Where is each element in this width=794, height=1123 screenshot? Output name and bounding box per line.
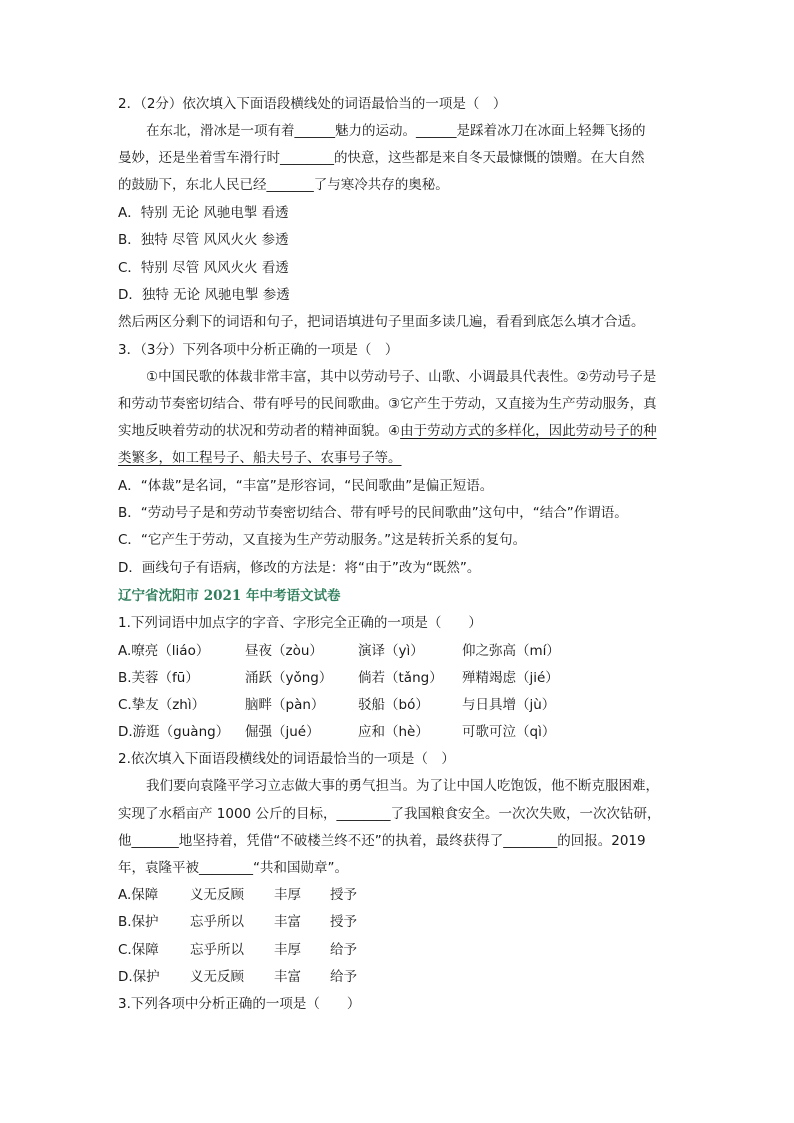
- question-2-option-d: D．独特 无论 风驰电掣 参透: [118, 287, 290, 303]
- question-2-tip: 然后两区分剩下的词语和句子，把词语填进句子里面多读几遍，看看到底怎么填才合适。: [118, 314, 645, 330]
- q2b-option-c-word-3: 丰厚: [274, 942, 301, 958]
- question-2-passage-line-2: 曼妙，还是坐着雪车滑行时________的快意，这些都是来自冬天最慷慨的馈赠。在大自然: [118, 150, 645, 166]
- question-2b-passage-line-2: 实现了水稻亩产 1000 公斤的目标，________了我国粮食安全。一次次失败，一次次钻研，: [118, 806, 661, 822]
- q1-option-b-word-3: 倘若（tǎng）: [358, 670, 443, 686]
- q2b-option-b-word-2: 忘乎所以: [190, 914, 244, 930]
- underlined-sentence: 由于劳动方式的多样化，因此劳动号子的种: [400, 423, 657, 439]
- question-2-passage-line-1: 在东北，滑冰是一项有着______魅力的运动。______是踩着冰刀在冰面上轻舞飞扬的: [146, 123, 646, 139]
- question-3-passage-line-4: [118, 448, 402, 468]
- q1-option-b-word-1: B.芙蓉（fū）: [118, 670, 199, 686]
- q2b-option-a-word-4: 授予: [330, 887, 357, 903]
- question-1-stem: 1.下列词语中加点字的字音、字形完全正确的一项是（ ）: [118, 615, 482, 631]
- q1-option-c-word-4: 与日具增（jù）: [462, 697, 556, 713]
- q1-option-a-word-3: 演译（yì）: [358, 643, 424, 659]
- q2b-option-a-word-2: 义无反顾: [190, 887, 244, 903]
- section-title: 辽宁省沈阳市 2021 年中考语文试卷: [118, 588, 341, 604]
- q2b-option-d-word-2: 义无反顾: [190, 969, 244, 985]
- q2b-option-a-word-1: A.保障: [118, 887, 159, 903]
- q1-option-c-word-3: 驳船（bó）: [358, 697, 429, 713]
- q2b-option-c-word-4: 给予: [330, 942, 357, 958]
- q2b-option-d-word-1: D.保护: [118, 969, 160, 985]
- q1-option-d-word-3: 应和（hè）: [358, 724, 429, 740]
- question-2b-passage-line-4: 年，袁隆平被________“共和国勋章”。: [118, 860, 348, 876]
- question-3-passage-line-3: [118, 421, 657, 441]
- question-3-passage-line-1: ①中国民歌的体裁非常丰富，其中以劳动号子、山歌、小调最具代表性。②劳动号子是: [146, 369, 657, 385]
- q1-option-a-word-2: 昼夜（zòu）: [245, 643, 323, 659]
- question-2-option-b: B．独特 尽管 风风火火 参透: [118, 232, 289, 248]
- underlined-sentence: 类繁多，如工程号子、船夫号子、农事号子等。: [118, 450, 402, 466]
- q2b-option-c-word-2: 忘乎所以: [190, 942, 244, 958]
- q2b-option-b-word-4: 授予: [330, 914, 357, 930]
- question-2b-passage-line-3: 他_______地坚持着，凭借“不破楼兰终不还”的执着，最终获得了________的回报。2019: [118, 833, 646, 849]
- q2b-option-b-word-1: B.保护: [118, 914, 159, 930]
- question-2-option-a: A．特别 无论 风驰电掣 看透: [118, 205, 289, 221]
- q2b-option-a-word-3: 丰厚: [274, 887, 301, 903]
- question-3-option-c: C．“它产生于劳动，又直接为生产劳动服务。”这是转折关系的复句。: [118, 532, 527, 548]
- q1-option-b-word-2: 涌跃（yǒng）: [245, 670, 333, 686]
- question-3-option-b: B．“劳动号子是和劳动节奏密切结合、带有呼号的民间歌曲”这句中，“结合”作谓语。: [118, 505, 628, 521]
- q1-option-a-word-1: A.嘹亮（liáo）: [118, 643, 210, 659]
- q1-option-c-word-1: C.挚友（zhì）: [118, 697, 206, 713]
- question-3-passage-line-2: 和劳动节奏密切结合、带有呼号的民间歌曲。③它产生于劳动，又直接为生产劳动服务，真: [118, 396, 657, 412]
- q1-option-d-word-1: D.游逛（guàng）: [118, 724, 230, 740]
- q1-option-c-word-2: 脑畔（pàn）: [245, 697, 325, 713]
- q2b-option-d-word-3: 丰富: [274, 969, 301, 985]
- question-2-passage-line-3: 的鼓励下，东北人民已经_______了与寒冷共存的奥秘。: [118, 177, 449, 193]
- question-3-stem: 3．（3分）下列各项中分析正确的一项是（ ）: [118, 342, 399, 358]
- q1-option-a-word-4: 仰之弥高（mí）: [462, 643, 560, 659]
- question-2b-stem: 2.依次填入下面语段横线处的词语最恰当的一项是（ ）: [118, 751, 455, 767]
- question-2-stem: 2．（2分）依次填入下面语段横线处的词语最恰当的一项是（ ）: [118, 96, 507, 112]
- q2b-option-b-word-3: 丰富: [274, 914, 301, 930]
- q1-option-d-word-4: 可歌可泣（qì）: [462, 724, 556, 740]
- q1-option-d-word-2: 倔强（jué）: [245, 724, 320, 740]
- question-3-option-d: D．画线句子有语病，修改的方法是：将“由于”改为“既然”。: [118, 560, 481, 576]
- q2b-option-d-word-4: 给予: [330, 969, 357, 985]
- question-3b-stem: 3.下列各项中分析正确的一项是（ ）: [118, 996, 361, 1012]
- q2b-option-c-word-1: C.保障: [118, 942, 159, 958]
- question-2b-passage-line-1: 我们要向袁隆平学习立志做大事的勇气担当。为了让中国人吃饱饭，他不断克服困难，: [146, 778, 659, 794]
- passage-text: 实地反映着劳动的状况和劳动者的精神面貌。④: [118, 423, 401, 439]
- question-2-option-c: C．特别 尽管 风风火火 看透: [118, 260, 289, 276]
- question-3-option-a: A．“体裁”是名词，“丰富”是形容词，“民间歌曲”是偏正短语。: [118, 478, 494, 494]
- q1-option-b-word-4: 殚精竭虑（jié）: [462, 670, 559, 686]
